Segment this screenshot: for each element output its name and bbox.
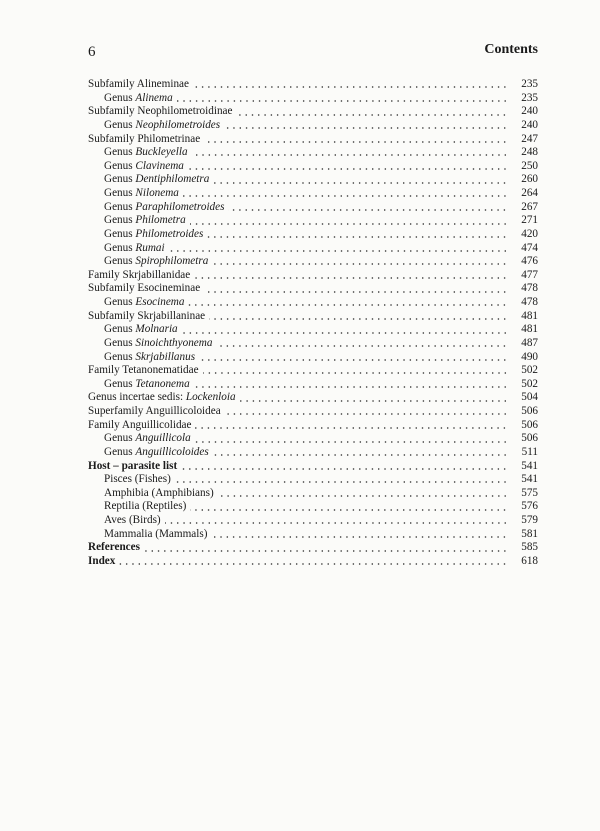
dot-leader [211, 536, 508, 538]
dot-leader [212, 263, 508, 265]
dot-leader [194, 386, 508, 388]
toc-entry-taxon: Philometra [135, 214, 186, 227]
toc-entry [88, 282, 538, 296]
toc-entry-prefix: Aves (Birds) [104, 514, 161, 526]
dot-leader [236, 114, 508, 116]
toc-entry-title [88, 460, 177, 474]
toc-entry-title [104, 514, 161, 528]
toc-entry-page: 420 [521, 227, 538, 240]
toc-entry-title [104, 296, 184, 310]
toc-entry-taxon: Tetanonema [135, 377, 190, 390]
dot-leader [119, 563, 508, 565]
dot-leader [169, 250, 508, 252]
dot-leader [190, 223, 508, 225]
toc-entry-title [88, 269, 190, 283]
dot-leader [190, 509, 508, 511]
toc-entry-title [104, 146, 188, 160]
toc-entry-prefix: Genus [104, 445, 136, 458]
toc-entry-title [104, 214, 186, 228]
toc-entry-prefix: Subfamily Neophilometroidinae [88, 105, 233, 118]
toc-entry-prefix: Genus [104, 377, 136, 390]
toc-entry-page: 585 [521, 541, 538, 554]
dot-leader [228, 209, 508, 211]
toc-entry-page: 476 [521, 255, 538, 268]
toc-entry-page: 502 [521, 377, 538, 390]
toc-entry-title [104, 201, 224, 215]
toc-entry-page: 502 [521, 364, 538, 377]
dot-leader [181, 468, 508, 470]
toc-entry-prefix: Amphibia (Amphibians) [104, 486, 214, 499]
toc-entry-prefix: Genus [104, 146, 136, 159]
dot-leader [204, 291, 508, 293]
toc-entry [88, 78, 538, 92]
toc-entry-prefix: Subfamily Skrjabillaninae [88, 309, 206, 322]
toc-entry [88, 446, 538, 460]
toc-entry-taxon: Lockenloia [185, 391, 236, 404]
toc-entry [88, 228, 538, 242]
dot-leader [194, 277, 508, 279]
toc-entry-page: 267 [521, 200, 538, 213]
dot-leader [216, 345, 508, 347]
toc-entry-title [104, 323, 178, 337]
toc-entry-title [104, 432, 191, 446]
dot-leader [240, 400, 508, 402]
toc-entry-taxon: Alinema [135, 91, 173, 104]
toc-entry-prefix: Genus [104, 91, 136, 104]
toc-entry-title [88, 133, 200, 147]
toc-entry-prefix: Genus [104, 159, 136, 172]
toc-entry-page: 575 [521, 486, 538, 499]
toc-entry-prefix: Subfamily Esocineminae [88, 282, 201, 295]
toc-entry-page: 248 [521, 146, 538, 159]
toc-entry-prefix: Genus [104, 214, 136, 227]
toc-entry [88, 133, 538, 147]
dot-leader [195, 427, 508, 429]
toc-entry [88, 528, 538, 542]
toc-entry-prefix: Genus [104, 187, 136, 199]
toc-entry-page: 477 [521, 268, 538, 281]
toc-entry-prefix: Family Tetanonematidae [88, 364, 199, 377]
toc-entry-title [104, 228, 203, 242]
toc-entry [88, 405, 538, 419]
toc-entry-page: 247 [521, 132, 538, 145]
toc-entry-title [104, 487, 214, 501]
dot-leader [224, 127, 508, 129]
toc-entry-title [104, 173, 209, 187]
toc-entry [88, 201, 538, 215]
dot-leader [188, 304, 508, 306]
toc-entry-prefix: Genus [104, 173, 136, 186]
toc-entry-title [104, 187, 179, 201]
dot-leader [192, 154, 508, 156]
dot-leader [188, 168, 508, 170]
toc-entry-prefix: Genus [104, 432, 136, 445]
toc-entry-page: 250 [521, 159, 538, 172]
dot-leader [199, 359, 508, 361]
toc-entry-prefix: Genus [104, 336, 136, 349]
toc-entry [88, 391, 538, 405]
toc-entry [88, 460, 538, 474]
toc-entry-prefix: Host – parasite list [88, 459, 178, 472]
toc-entry-taxon: Rumai [135, 241, 165, 254]
toc-entry-prefix: Mammalia (Mammals) [104, 527, 208, 540]
toc-entry-prefix: Genus [104, 241, 136, 254]
toc-entry-prefix: Genus [104, 296, 136, 308]
toc-entry [88, 173, 538, 187]
dot-leader [175, 481, 508, 483]
toc-entry-taxon: Nilonema [135, 187, 179, 199]
toc-entry-page: 576 [521, 500, 538, 513]
toc-entry-title [88, 405, 221, 419]
toc-entry-title [88, 541, 140, 555]
toc-entry [88, 555, 538, 569]
toc-entry-page: 481 [521, 309, 538, 322]
toc-entry-title [104, 92, 173, 106]
toc-entry-taxon: Esocinema [135, 296, 185, 308]
toc-entry-page: 506 [521, 405, 538, 417]
toc-entry-prefix: References [88, 541, 140, 554]
toc-entry-taxon: Dentiphilometra [135, 173, 210, 186]
toc-entry [88, 105, 538, 119]
toc-entry-taxon: Sinoichthyonema [135, 336, 213, 349]
toc-entry-page: 235 [521, 91, 538, 104]
toc-entry-page: 541 [521, 473, 538, 486]
toc-entry-page: 264 [521, 187, 538, 199]
dot-leader [213, 454, 508, 456]
toc-entry-title [104, 351, 195, 365]
toc-entry-prefix: Genus [104, 118, 136, 131]
toc-entry-prefix: Superfamily Anguillicoloidea [88, 405, 221, 417]
toc-entry [88, 160, 538, 174]
dot-leader [195, 441, 508, 443]
toc-entry-prefix: Genus [104, 350, 136, 363]
toc-entry-title [104, 528, 207, 542]
toc-entry-page: 478 [521, 296, 538, 308]
toc-entry-title [88, 391, 236, 405]
toc-entry [88, 296, 538, 310]
toc-entry-page: 579 [521, 514, 538, 526]
dot-leader [218, 495, 508, 497]
dot-leader [177, 100, 508, 102]
toc-entry-page: 260 [521, 173, 538, 186]
dot-leader [209, 318, 508, 320]
toc-entry-prefix: Reptilia (Reptiles) [104, 500, 187, 513]
toc-entry [88, 541, 538, 555]
dot-leader [182, 332, 508, 334]
toc-entry [88, 419, 538, 433]
dot-leader [165, 522, 508, 524]
toc-entry [88, 473, 538, 487]
toc-entry-taxon: Philometroides [135, 227, 204, 240]
dot-leader [203, 372, 508, 374]
toc-entry-title [104, 378, 190, 392]
toc-entry [88, 146, 538, 160]
toc-entry-page: 581 [521, 527, 538, 540]
toc-entry [88, 323, 538, 337]
toc-entry-prefix: Genus [104, 200, 136, 213]
toc-entry-page: 504 [521, 391, 538, 404]
toc-entry [88, 351, 538, 365]
toc-entry-page: 235 [521, 78, 538, 90]
toc-entry-taxon: Neophilometroides [135, 118, 221, 131]
dot-leader [225, 413, 508, 415]
toc-entry-title [104, 473, 171, 487]
toc-entry [88, 310, 538, 324]
toc-entry-title [88, 78, 189, 92]
toc-entry-prefix: Genus [104, 323, 136, 336]
toc-entry-page: 487 [521, 336, 538, 349]
toc-entry-taxon: Anguillicoloides [135, 445, 209, 458]
dot-leader [183, 195, 508, 197]
toc-entry-title [104, 446, 209, 460]
toc-entry-prefix: Family Skrjabillanidae [88, 268, 191, 281]
toc-entry [88, 500, 538, 514]
toc-entry-title [104, 119, 220, 133]
toc-entry [88, 119, 538, 133]
toc-entry-prefix: Family Anguillicolidae [88, 418, 192, 431]
page-number: 6 [88, 44, 96, 60]
toc-entry-taxon: Clavinema [135, 159, 184, 172]
table-of-contents [88, 78, 538, 569]
toc-entry-title [88, 310, 205, 324]
toc-entry-title [88, 282, 200, 296]
toc-entry-prefix: Subfamily Philometrinae [88, 132, 201, 145]
toc-entry [88, 187, 538, 201]
toc-entry-title [104, 160, 184, 174]
toc-entry-taxon: Spirophilometra [135, 255, 209, 268]
toc-entry-taxon: Buckleyella [135, 146, 188, 159]
toc-entry-title [104, 242, 165, 256]
toc-entry-prefix: Index [88, 554, 116, 567]
dot-leader [193, 86, 508, 88]
toc-entry-page: 506 [521, 418, 538, 431]
toc-entry-taxon: Molnaria [135, 323, 178, 336]
toc-entry-page: 271 [521, 214, 538, 227]
toc-entry-taxon: Anguillicola [135, 432, 191, 445]
dot-leader [204, 141, 508, 143]
toc-entry [88, 378, 538, 392]
toc-entry [88, 92, 538, 106]
toc-entry [88, 214, 538, 228]
toc-entry-prefix: Pisces (Fishes) [104, 473, 171, 486]
toc-entry [88, 255, 538, 269]
toc-entry-prefix: Subfamily Alineminae [88, 78, 189, 90]
toc-entry-page: 240 [521, 118, 538, 131]
toc-entry-page: 481 [521, 323, 538, 336]
toc-entry-prefix: Genus incertae sedis: [88, 391, 186, 404]
toc-entry [88, 487, 538, 501]
toc-entry-page: 240 [521, 105, 538, 118]
dot-leader [144, 550, 508, 552]
toc-entry-page: 541 [521, 459, 538, 472]
toc-entry-title [104, 255, 208, 269]
toc-entry-title [88, 555, 115, 569]
toc-entry-page: 490 [521, 350, 538, 363]
toc-entry-page: 618 [521, 554, 538, 567]
toc-entry-title [104, 337, 212, 351]
toc-entry-title [88, 419, 191, 433]
toc-entry-page: 511 [521, 445, 538, 458]
toc-entry [88, 514, 538, 528]
toc-entry-page: 506 [521, 432, 538, 445]
toc-entry-prefix: Genus [104, 255, 136, 268]
toc-entry [88, 242, 538, 256]
toc-entry [88, 364, 538, 378]
toc-entry-title [88, 105, 232, 119]
toc-entry [88, 269, 538, 283]
toc-entry-prefix: Genus [104, 227, 136, 240]
toc-entry [88, 432, 538, 446]
dot-leader [213, 182, 508, 184]
toc-entry-page: 474 [521, 241, 538, 254]
toc-entry-title [88, 364, 199, 378]
toc-entry-page: 478 [521, 282, 538, 295]
toc-entry-title [104, 500, 186, 514]
toc-entry-taxon: Paraphilometroides [135, 200, 225, 213]
dot-leader [207, 236, 508, 238]
toc-entry-taxon: Skrjabillanus [135, 350, 196, 363]
toc-entry [88, 337, 538, 351]
running-title: Contents [484, 42, 538, 57]
